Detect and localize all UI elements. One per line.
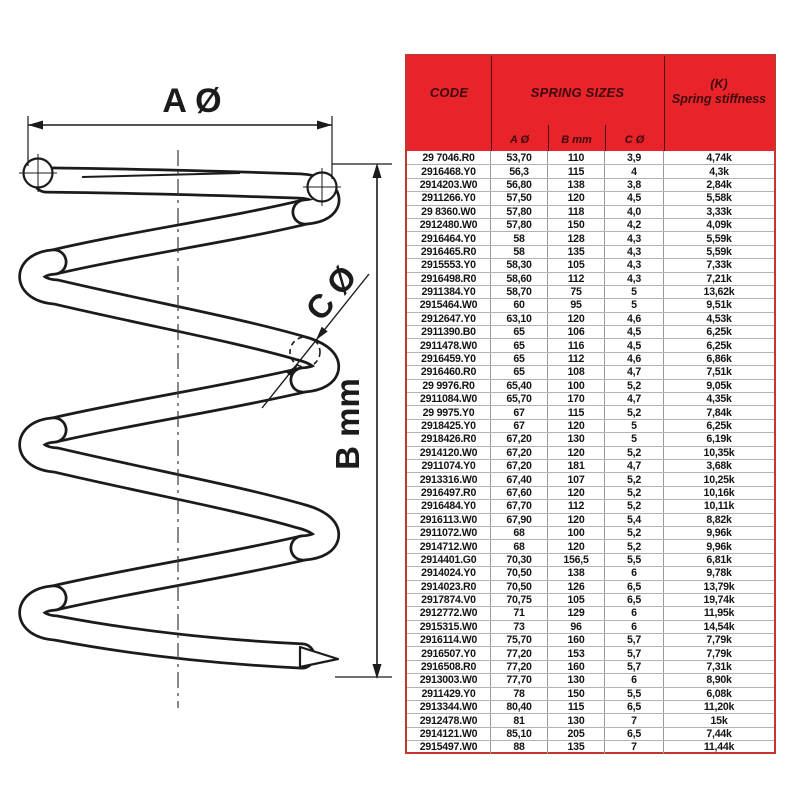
header-separator [605,125,607,151]
cell-b-mm: 120 [548,487,605,499]
cell-stiffness: 9,96k [706,527,732,540]
cell-code: 2916113.W0 [407,514,491,526]
cell-c-diameter: 6 [605,674,664,686]
cell-c-diameter: 5,2 [605,500,664,512]
cell-a-diameter: 65,40 [491,380,548,392]
cell-c-diameter: 4,7 [605,460,664,472]
cell-a-diameter: 71 [491,607,548,619]
cell-stiffness: 4,74k [706,151,732,164]
cell-c-diameter: 6,5 [605,594,664,606]
cell-stiffness: 7,79k [706,647,732,660]
table-row [407,713,774,726]
cell-a-diameter: 58 [491,246,548,258]
cell-b-mm: 150 [548,219,605,231]
cell-stiffness: 4,3k [709,165,729,178]
cell-a-diameter: 58,60 [491,273,548,285]
table-row [407,191,774,204]
cell-b-mm: 105 [548,594,605,606]
label-a-diameter: A Ø [162,82,222,120]
table-row [407,312,774,325]
table-row [407,646,774,659]
cell-stiffness: 9,78k [706,567,732,580]
cell-code: 2914121.W0 [407,728,491,740]
cell-stiffness: 6,25k [706,420,732,432]
table-row [407,660,774,673]
cell-stiffness: 19,74k [703,594,735,607]
cell-a-diameter: 63,10 [491,313,548,325]
table-row [407,325,774,338]
cell-code: 2911429.Y0 [407,688,491,700]
cell-c-diameter: 5,7 [605,647,664,659]
cell-c-diameter: 5,5 [605,688,664,700]
cell-stiffness: 8,90k [706,674,732,687]
cell-stiffness: 4,35k [706,393,732,406]
cell-stiffness: 2,84k [706,178,732,191]
table-row [407,352,774,365]
cell-a-diameter: 60 [491,299,548,311]
cell-c-diameter: 5 [605,299,664,311]
cell-c-diameter: 6,5 [605,581,664,593]
cell-stiffness: 7,44k [706,727,732,740]
cell-code: 2916460.R0 [407,366,491,378]
cell-code: 2918425.Y0 [407,420,491,432]
cell-b-mm: 75 [548,286,605,298]
cell-a-diameter: 88 [491,741,548,753]
cell-stiffness: 10,25k [703,473,735,486]
cell-code: 2911384.Y0 [407,286,491,298]
subheader-a-diameter: A Ø [509,133,530,146]
cell-b-mm: 118 [548,206,605,218]
cell-b-mm: 108 [548,366,605,378]
cell-stiffness: 7,31k [706,661,732,674]
cell-code: 29 9975.Y0 [407,406,491,418]
cell-code: 2913344.W0 [407,701,491,713]
cell-a-diameter: 57,80 [491,219,548,231]
cell-stiffness: 6,25k [706,339,732,352]
cell-stiffness: 10,11k [703,500,735,513]
cell-stiffness: 10,16k [703,486,735,499]
cell-c-diameter: 6 [605,607,664,619]
cell-code: 2916497.R0 [407,487,491,499]
cell-c-diameter: 4,2 [605,219,664,231]
cell-a-diameter: 58,70 [491,286,548,298]
label-b-length: B mm [329,378,366,470]
cell-b-mm: 130 [548,714,605,726]
cell-stiffness: 9,05k [706,379,732,392]
cell-stiffness: 5,58k [706,192,732,205]
cell-a-diameter: 65 [491,326,548,338]
table-row [407,499,774,512]
cell-b-mm: 160 [548,634,605,646]
cell-b-mm: 129 [548,607,605,619]
table-row [407,539,774,552]
cell-stiffness: 6,86k [706,353,732,366]
table-row [407,178,774,191]
cell-a-diameter: 67,20 [491,447,548,459]
table-row [407,151,774,164]
table-row [407,231,774,244]
cell-c-diameter: 5,2 [605,527,664,539]
cell-code: 2916508.R0 [407,661,491,673]
cell-a-diameter: 77,70 [491,674,548,686]
cell-c-diameter: 6,5 [605,728,664,740]
cell-a-diameter: 65,70 [491,393,548,405]
cell-a-diameter: 67,60 [491,487,548,499]
cell-c-diameter: 3,8 [605,179,664,191]
cell-code: 2916468.Y0 [407,165,491,177]
cell-a-diameter: 73 [491,621,548,633]
cell-a-diameter: 70,30 [491,554,548,566]
table-row [407,338,774,351]
cell-code: 2911266.Y0 [407,192,491,204]
cell-c-diameter: 4,3 [605,232,664,244]
cell-b-mm: 115 [548,406,605,418]
cell-b-mm: 120 [548,540,605,552]
table-row [407,365,774,378]
cell-c-diameter: 5,2 [605,487,664,499]
cell-code: 2914401.G0 [407,554,491,566]
cell-c-diameter: 4,5 [605,192,664,204]
cell-b-mm: 115 [548,165,605,177]
table-row [407,432,774,445]
cell-b-mm: 100 [548,527,605,539]
cell-a-diameter: 67,20 [491,433,548,445]
cell-a-diameter: 67,90 [491,514,548,526]
header-code: CODE [429,84,469,100]
cell-c-diameter: 5,2 [605,380,664,392]
cell-b-mm: 130 [548,433,605,445]
cell-code: 2911390.B0 [407,326,491,338]
cell-c-diameter: 3,9 [605,151,664,164]
cell-a-diameter: 58,30 [491,259,548,271]
table-row [407,258,774,271]
table-row [407,486,774,499]
cell-a-diameter: 75,70 [491,634,548,646]
cell-stiffness: 6,81k [706,553,732,566]
cell-b-mm: 181 [548,460,605,472]
cell-c-diameter: 5 [605,420,664,432]
cell-c-diameter: 5,2 [605,540,664,552]
cell-c-diameter: 5,2 [605,406,664,418]
cell-code: 2915497.W0 [407,741,491,753]
cell-c-diameter: 4,6 [605,353,664,365]
header-separator [491,56,493,151]
cell-a-diameter: 53,70 [491,151,548,164]
cell-stiffness: 9,96k [706,540,732,553]
cell-b-mm: 116 [548,339,605,351]
header-stiffness-label: Spring stiffness [671,92,767,106]
cell-stiffness: 15k [710,714,728,727]
cell-c-diameter: 6 [605,567,664,579]
table-row [407,606,774,619]
cell-stiffness: 9,51k [706,299,732,312]
table-row [407,673,774,686]
table-row [407,700,774,713]
cell-code: 2914023.R0 [407,581,491,593]
cell-stiffness: 6,19k [706,433,732,446]
table-row [407,419,774,432]
cell-code: 2915315.W0 [407,621,491,633]
cell-code: 2911478.W0 [407,339,491,351]
cell-a-diameter: 67 [491,420,548,432]
cell-a-diameter: 67 [491,406,548,418]
cell-b-mm: 107 [548,473,605,485]
header-separator [548,125,550,151]
cell-code: 2913316.W0 [407,473,491,485]
subheader-b-mm: B mm [561,133,592,146]
table-row [407,620,774,633]
table-row [407,379,774,392]
cell-code: 2911084.W0 [407,393,491,405]
cell-c-diameter: 5 [605,286,664,298]
cell-stiffness: 7,79k [706,634,732,647]
cell-b-mm: 120 [548,514,605,526]
cell-b-mm: 110 [548,151,605,164]
cell-code: 2911072.W0 [407,527,491,539]
cell-a-diameter: 78 [491,688,548,700]
cell-b-mm: 106 [548,326,605,338]
table-row [407,526,774,539]
cell-code: 2912480.W0 [407,219,491,231]
cell-code: 2911074.Y0 [407,460,491,472]
cell-a-diameter: 80,40 [491,701,548,713]
label-c-diameter: C Ø [298,258,364,328]
cell-b-mm: 135 [548,741,605,753]
cell-code: 2918426.R0 [407,433,491,445]
cell-c-diameter: 5,5 [605,554,664,566]
cell-c-diameter: 4,0 [605,206,664,218]
cell-stiffness: 6,25k [706,326,732,339]
cell-a-diameter: 67,40 [491,473,548,485]
cell-c-diameter: 4,7 [605,393,664,405]
table-row [407,392,774,405]
cell-b-mm: 95 [548,299,605,311]
cell-code: 2916484.Y0 [407,500,491,512]
cell-b-mm: 120 [548,447,605,459]
cell-a-diameter: 81 [491,714,548,726]
table-row [407,566,774,579]
cell-a-diameter: 70,50 [491,567,548,579]
cell-code: 29 9976.R0 [407,380,491,392]
cell-stiffness: 13,62k [703,286,735,299]
cell-c-diameter: 5,4 [605,514,664,526]
cell-stiffness: 5,59k [706,232,732,245]
cell-stiffness: 14,54k [703,620,735,633]
cell-code: 2917874.V0 [407,594,491,606]
cell-c-diameter: 5,2 [605,473,664,485]
cell-b-mm: 112 [548,353,605,365]
cell-c-diameter: 5,7 [605,634,664,646]
cell-stiffness: 13,79k [703,580,735,593]
subheader-c-diameter: C Ø [624,133,645,146]
cell-c-diameter: 4,3 [605,273,664,285]
cell-b-mm: 120 [548,192,605,204]
cell-b-mm: 156,5 [548,554,605,566]
cell-c-diameter: 4,5 [605,339,664,351]
cell-code: 2914203.W0 [407,179,491,191]
cell-b-mm: 112 [548,273,605,285]
cell-code: 2915553.Y0 [407,259,491,271]
cell-c-diameter: 4,3 [605,259,664,271]
cell-c-diameter: 5 [605,433,664,445]
table-row [407,553,774,566]
table-row [407,633,774,646]
table-row [407,687,774,700]
table-row [407,580,774,593]
spring-back-strands [54,212,305,598]
cell-a-diameter: 70,50 [491,581,548,593]
cell-b-mm: 170 [548,393,605,405]
cell-b-mm: 120 [548,420,605,432]
cell-a-diameter: 57,50 [491,192,548,204]
cell-b-mm: 150 [548,688,605,700]
table-row [407,272,774,285]
cell-code: 2916507.Y0 [407,647,491,659]
cell-a-diameter: 70,75 [491,594,548,606]
cell-c-diameter: 7 [605,741,664,753]
cell-code: 2916114.W0 [407,634,491,646]
spring-table [405,54,776,754]
cell-c-diameter: 4,6 [605,313,664,325]
cell-b-mm: 126 [548,581,605,593]
cell-stiffness: 11,44k [703,741,735,754]
cell-a-diameter: 58 [491,232,548,244]
cell-code: 2912647.Y0 [407,313,491,325]
cell-a-diameter: 57,80 [491,206,548,218]
cell-stiffness: 6,08k [706,687,732,700]
table-body [407,151,774,754]
header-stiffness [664,56,774,128]
cell-stiffness: 3,68k [706,460,732,473]
cell-stiffness: 8,82k [706,513,732,526]
cell-b-mm: 138 [548,567,605,579]
cell-b-mm: 120 [548,313,605,325]
table-row [407,205,774,218]
table-row [407,218,774,231]
cell-code: 2912478.W0 [407,714,491,726]
cell-a-diameter: 77,20 [491,661,548,673]
table-row [407,727,774,740]
cell-b-mm: 96 [548,621,605,633]
cell-c-diameter: 4 [605,165,664,177]
cell-code: 29 8360.W0 [407,206,491,218]
cell-a-diameter: 67,20 [491,460,548,472]
cell-b-mm: 160 [548,661,605,673]
cell-b-mm: 138 [548,179,605,191]
cell-a-diameter: 77,20 [491,647,548,659]
cell-b-mm: 130 [548,674,605,686]
cell-stiffness: 4,09k [706,219,732,232]
cell-a-diameter: 56,3 [491,165,548,177]
cell-a-diameter: 68 [491,540,548,552]
cell-code: 2916459.Y0 [407,353,491,365]
cell-b-mm: 128 [548,232,605,244]
cell-stiffness: 5,59k [706,245,732,258]
cell-b-mm: 112 [548,500,605,512]
table-header [407,56,774,151]
cell-c-diameter: 6 [605,621,664,633]
table-row [407,245,774,258]
wire-tip-bottom [300,647,338,667]
cell-a-diameter: 85,10 [491,728,548,740]
cell-c-diameter: 5,7 [605,661,664,673]
cell-stiffness: 7,84k [706,406,732,419]
header-spring-sizes: SPRING SIZES [530,84,625,100]
table-row [407,593,774,606]
table-row [407,446,774,459]
table-row [407,459,774,472]
cell-b-mm: 100 [548,380,605,392]
cell-stiffness: 7,33k [706,259,732,272]
cell-a-diameter: 67,70 [491,500,548,512]
cell-code: 2916464.Y0 [407,232,491,244]
cell-code: 29 7046.R0 [407,151,491,164]
cell-b-mm: 105 [548,259,605,271]
cell-c-diameter: 4,5 [605,326,664,338]
table-row [407,164,774,177]
cell-code: 2912772.W0 [407,607,491,619]
cell-stiffness: 7,21k [706,272,732,285]
table-row [407,740,774,753]
cell-b-mm: 115 [548,701,605,713]
cell-c-diameter: 5,2 [605,447,664,459]
cell-c-diameter: 4,3 [605,246,664,258]
header-separator [664,56,666,151]
cell-c-diameter: 6,5 [605,701,664,713]
cell-code: 2915464.W0 [407,299,491,311]
cell-code: 2914024.Y0 [407,567,491,579]
cell-b-mm: 205 [548,728,605,740]
cell-code: 2913003.W0 [407,674,491,686]
cell-a-diameter: 68 [491,527,548,539]
cell-stiffness: 3,33k [706,205,732,218]
table-row [407,298,774,311]
table-row [407,405,774,418]
cell-a-diameter: 65 [491,339,548,351]
cell-stiffness: 4,53k [706,312,732,325]
cell-stiffness: 11,95k [703,607,735,620]
table-row [407,285,774,298]
table-row [407,472,774,485]
cell-code: 2916465.R0 [407,246,491,258]
cell-a-diameter: 65 [491,353,548,365]
table-row [407,513,774,526]
cell-code: 2914712.W0 [407,540,491,552]
cell-b-mm: 135 [548,246,605,258]
cell-stiffness: 10,35k [703,446,735,459]
cell-c-diameter: 7 [605,714,664,726]
cell-c-diameter: 4,7 [605,366,664,378]
cell-code: 2914120.W0 [407,447,491,459]
cell-stiffness: 11,20k [703,701,735,714]
cell-a-diameter: 65 [491,366,548,378]
cell-code: 2916498.R0 [407,273,491,285]
header-stiffness-k: (K) [710,77,728,91]
cell-a-diameter: 56,80 [491,179,548,191]
cell-b-mm: 153 [548,647,605,659]
cell-stiffness: 7,51k [706,366,732,379]
